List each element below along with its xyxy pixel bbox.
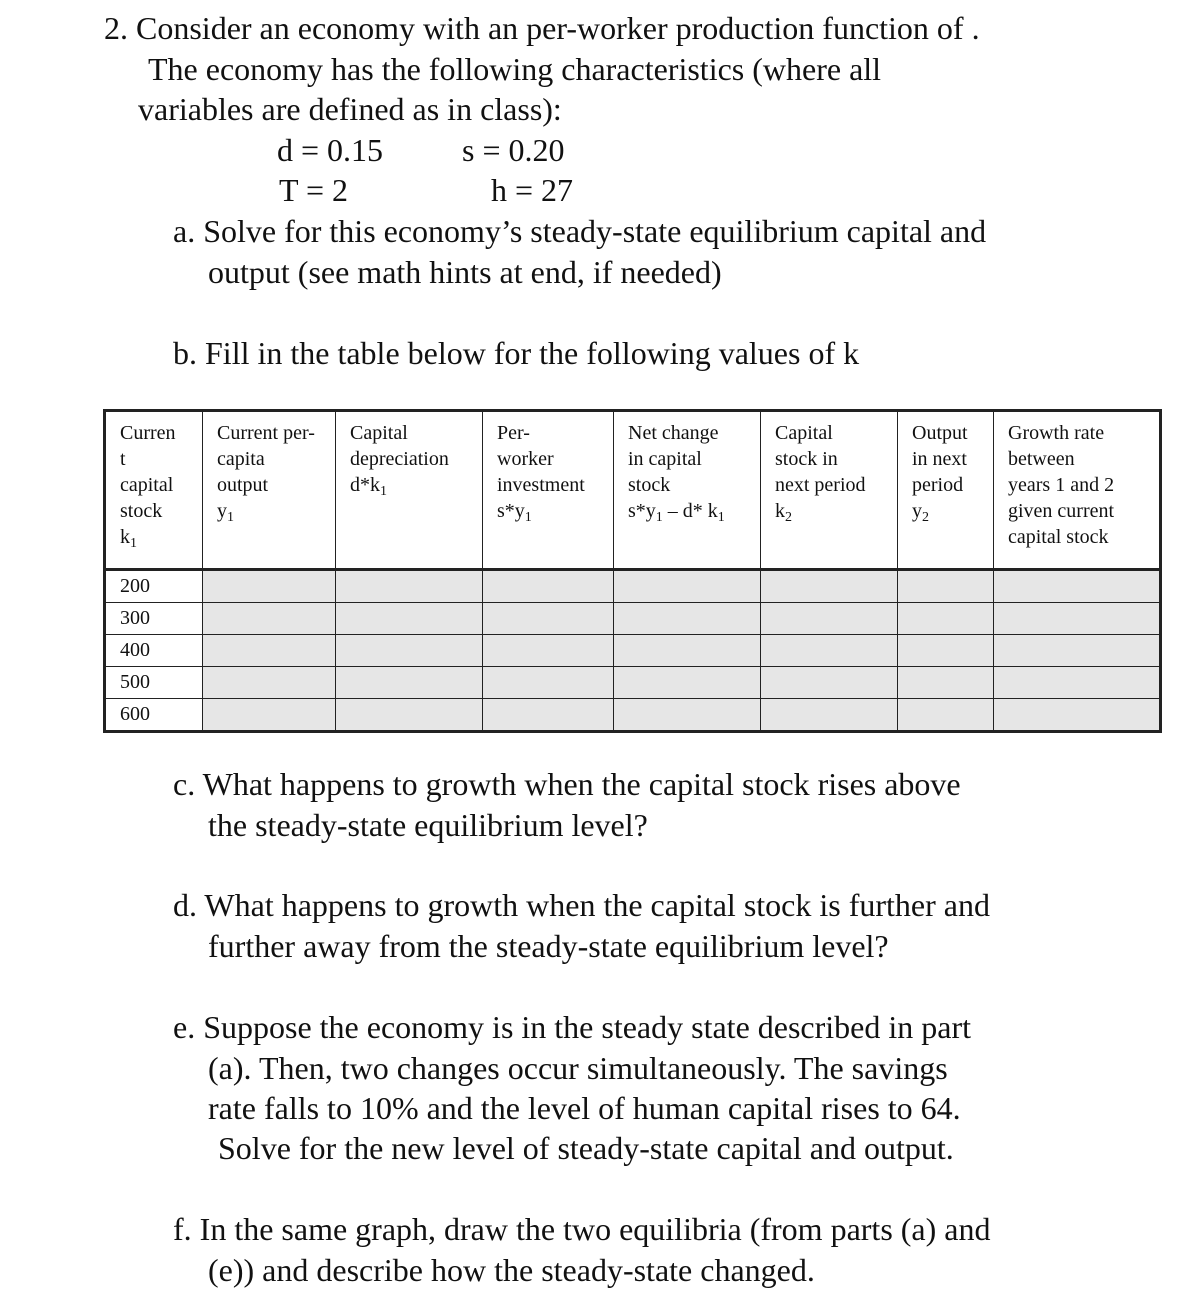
answer-cell[interactable] [203, 603, 336, 635]
param-T: T = 2 [279, 172, 349, 208]
answer-cell[interactable] [336, 570, 483, 603]
answer-cell[interactable] [761, 635, 898, 667]
param-h: h = 27 [491, 172, 574, 208]
part-b-line-1: b. Fill in the table below for the following values of k [173, 335, 860, 371]
header-capital-depreciation: Capital depreciation $d*k_1$ [336, 411, 483, 570]
problem-line-3: variables are defined as in class): [138, 91, 562, 127]
answer-cell[interactable] [614, 667, 761, 699]
table-row [105, 603, 1161, 635]
answer-cell[interactable] [203, 570, 336, 603]
answer-cell[interactable] [761, 667, 898, 699]
k-value-cell: 400 [105, 635, 203, 667]
table-header-row [105, 411, 1161, 570]
part-c-line-2: the steady-state equilibrium level? [208, 807, 648, 843]
part-e-line-3: rate falls to 10% and the level of human capital rises to 64. [208, 1090, 961, 1126]
answer-cell[interactable] [994, 603, 1161, 635]
answer-cell[interactable] [994, 699, 1161, 732]
part-d-line-1: d. What happens to growth when the capital stock is further and [173, 887, 990, 923]
answer-cell[interactable] [898, 570, 994, 603]
header-net-change: Net change in capital stock $s*y_1 - d*$ $k_1$ [614, 411, 761, 570]
k-value-cell: 600 [105, 699, 203, 732]
growth-table [103, 409, 1162, 733]
answer-cell[interactable] [761, 570, 898, 603]
answer-cell[interactable] [203, 699, 336, 732]
answer-cell[interactable] [336, 635, 483, 667]
header-per-worker-investment: Per- worker investment $s*y_1$ [483, 411, 614, 570]
part-a-line-2: output (see math hints at end, if needed) [208, 254, 722, 290]
table-row [105, 570, 1161, 603]
answer-cell[interactable] [614, 603, 761, 635]
answer-cell[interactable] [994, 570, 1161, 603]
k-value-cell: 300 [105, 603, 203, 635]
part-f-line-2: (e)) and describe how the steady-state changed. [208, 1252, 815, 1288]
answer-cell[interactable] [898, 699, 994, 732]
k-value-cell: 200 [105, 570, 203, 603]
answer-cell[interactable] [203, 667, 336, 699]
answer-cell[interactable] [898, 635, 994, 667]
header-next-capital: Capital stock in next period $k_2$ [761, 411, 898, 570]
header-current-output: Current per- capita output $y_1$ [203, 411, 336, 570]
k-value-cell: 500 [105, 667, 203, 699]
answer-cell[interactable] [994, 667, 1161, 699]
answer-cell[interactable] [994, 635, 1161, 667]
problem-line-1: 2. Consider an economy with an per-worker production function of . [104, 10, 980, 46]
part-c-line-1: c. What happens to growth when the capital stock rises above [173, 766, 961, 802]
answer-cell[interactable] [614, 635, 761, 667]
answer-cell[interactable] [483, 699, 614, 732]
header-growth-rate: Growth rate between years 1 and 2 given current capital stock [994, 411, 1161, 570]
answer-cell[interactable] [761, 699, 898, 732]
param-d: d = 0.15 [277, 132, 384, 168]
answer-cell[interactable] [898, 603, 994, 635]
answer-cell[interactable] [761, 603, 898, 635]
answer-cell[interactable] [336, 603, 483, 635]
answer-cell[interactable] [898, 667, 994, 699]
answer-cell[interactable] [483, 603, 614, 635]
answer-cell[interactable] [336, 667, 483, 699]
header-capital-stock: Curren t capital stock $k_1$ [105, 411, 203, 570]
table-row [105, 667, 1161, 699]
part-e-line-4: Solve for the new level of steady-state capital and output. [218, 1130, 954, 1166]
answer-cell[interactable] [483, 667, 614, 699]
table-row [105, 635, 1161, 667]
answer-cell[interactable] [483, 635, 614, 667]
part-f-line-1: f. In the same graph, draw the two equilibria (from parts (a) and [173, 1211, 991, 1247]
part-e-line-2: (a). Then, two changes occur simultaneously. The savings [208, 1050, 948, 1086]
part-e-line-1: e. Suppose the economy is in the steady state described in part [173, 1009, 972, 1045]
table-row [105, 699, 1161, 732]
answer-cell[interactable] [614, 570, 761, 603]
part-d-line-2: further away from the steady-state equilibrium level? [208, 928, 889, 964]
answer-cell[interactable] [614, 699, 761, 732]
param-s: s = 0.20 [462, 132, 565, 168]
answer-cell[interactable] [203, 635, 336, 667]
part-a-line-1: a. Solve for this economy’s steady-state equilibrium capital and [173, 213, 987, 249]
answer-cell[interactable] [336, 699, 483, 732]
answer-cell[interactable] [483, 570, 614, 603]
problem-line-2: The economy has the following characteristics (where all [148, 51, 882, 87]
header-next-output: Output in next period $y_2$ [898, 411, 994, 570]
